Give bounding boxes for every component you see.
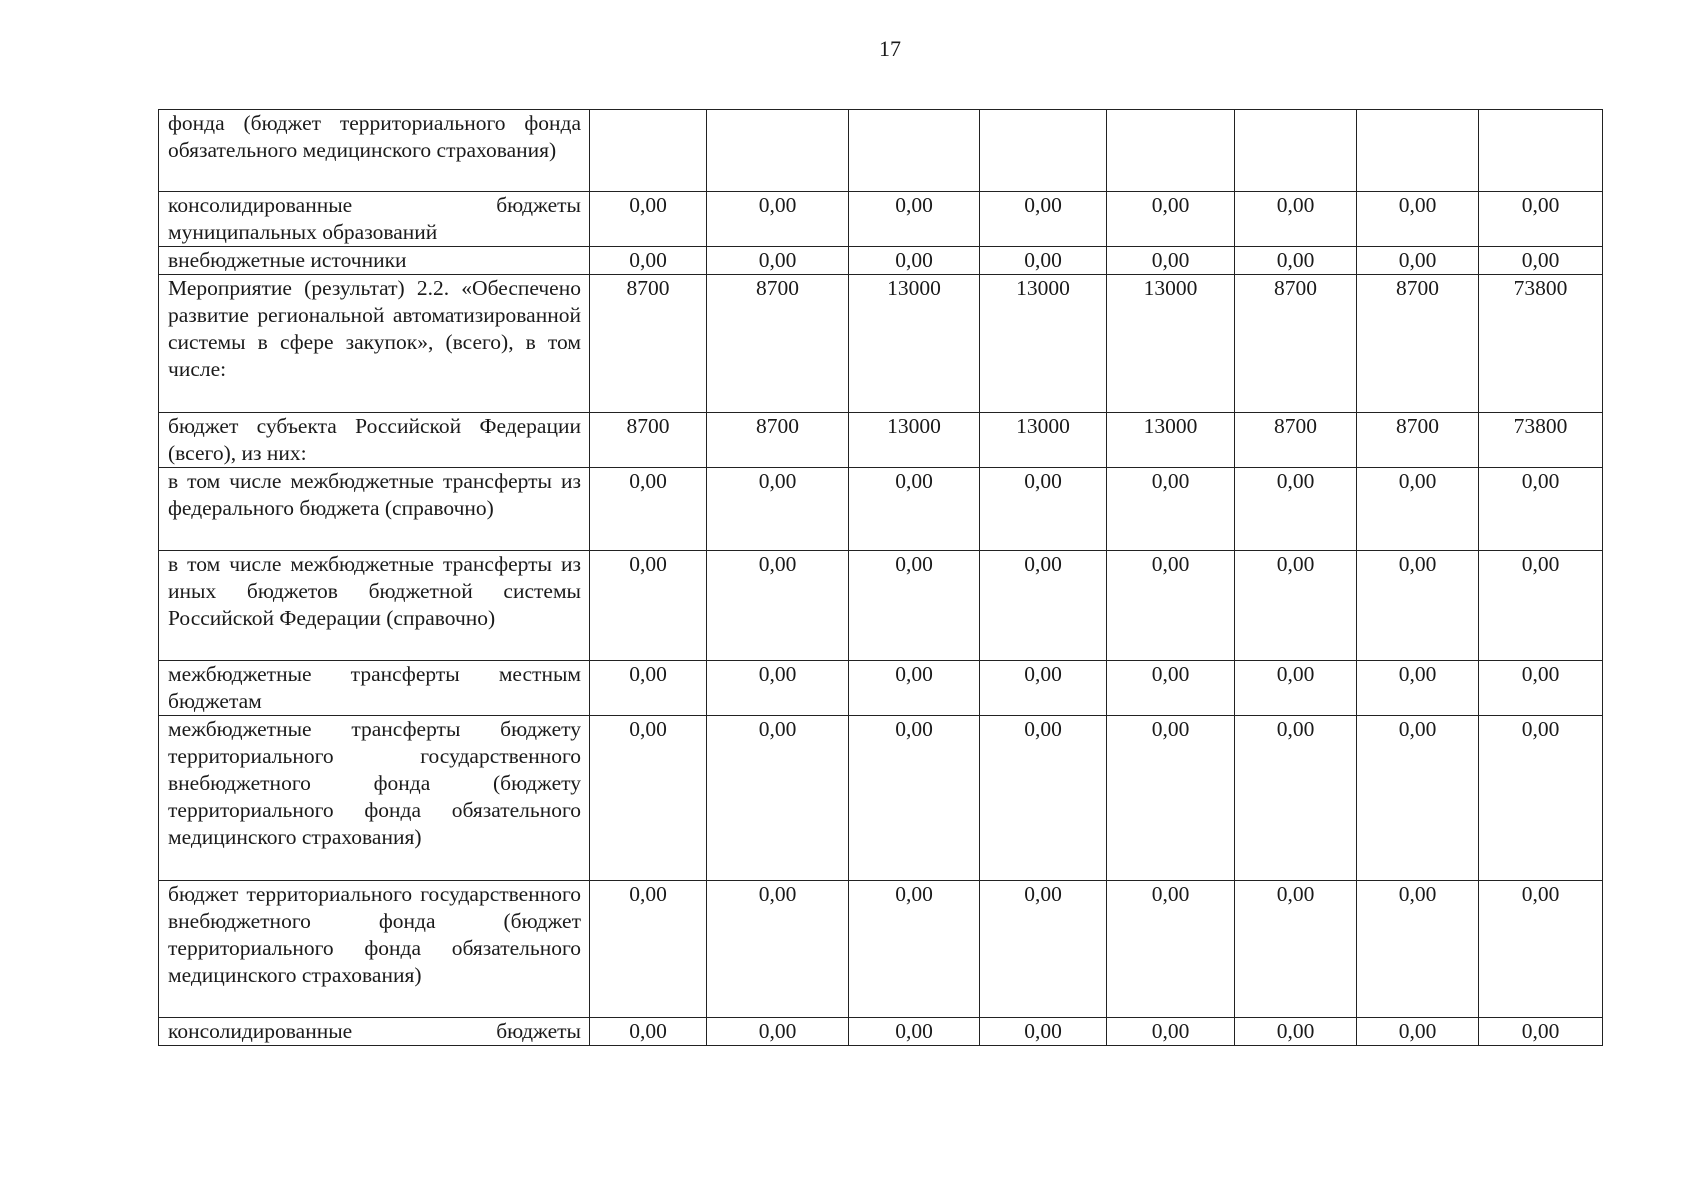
value-cell: 0,00 <box>1107 1018 1235 1046</box>
value-cell <box>707 110 849 192</box>
value-cell: 0,00 <box>707 661 849 716</box>
row-label: межбюджетные трансферты местным бюджетам <box>159 661 590 716</box>
value-cell <box>1357 110 1479 192</box>
row-label: фонда (бюджет территориального фонда обязательного медицинского страхования) <box>159 110 590 192</box>
value-cell: 0,00 <box>980 716 1107 881</box>
table-row <box>159 192 1603 247</box>
value-cell: 0,00 <box>1357 716 1479 881</box>
value-cell: 0,00 <box>1479 468 1603 551</box>
value-cell: 0,00 <box>590 1018 707 1046</box>
value-cell <box>590 110 707 192</box>
row-label: консолидированные бюджеты <box>159 1018 590 1046</box>
table-row <box>159 881 1603 1018</box>
table-row <box>159 413 1603 468</box>
value-cell: 13000 <box>1107 275 1235 413</box>
table-row <box>159 468 1603 551</box>
value-cell: 13000 <box>1107 413 1235 468</box>
value-cell: 8700 <box>590 275 707 413</box>
value-cell: 0,00 <box>1107 468 1235 551</box>
value-cell: 0,00 <box>849 468 980 551</box>
row-label: бюджет субъекта Российской Федерации (всего), из них: <box>159 413 590 468</box>
value-cell: 0,00 <box>590 881 707 1018</box>
value-cell: 0,00 <box>590 192 707 247</box>
row-label: в том числе межбюджетные трансферты из федерального бюджета (справочно) <box>159 468 590 551</box>
budget-table <box>158 109 1603 1046</box>
row-label: межбюджетные трансферты бюджету территориального государственного внебюджетного фонда (бюджету территориального фонда обязательного медицинского страхования) <box>159 716 590 881</box>
value-cell: 0,00 <box>1235 468 1357 551</box>
table-row <box>159 661 1603 716</box>
value-cell: 0,00 <box>1357 192 1479 247</box>
row-label: консолидированные бюджеты муниципальных образований <box>159 192 590 247</box>
value-cell: 0,00 <box>1479 192 1603 247</box>
value-cell: 0,00 <box>707 551 849 661</box>
value-cell: 73800 <box>1479 275 1603 413</box>
value-cell: 13000 <box>849 413 980 468</box>
value-cell: 0,00 <box>1479 661 1603 716</box>
value-cell: 73800 <box>1479 413 1603 468</box>
value-cell: 0,00 <box>849 881 980 1018</box>
value-cell <box>980 110 1107 192</box>
value-cell: 0,00 <box>1357 881 1479 1018</box>
value-cell: 0,00 <box>590 716 707 881</box>
value-cell <box>1235 110 1357 192</box>
value-cell: 0,00 <box>1107 881 1235 1018</box>
value-cell: 13000 <box>980 413 1107 468</box>
value-cell: 0,00 <box>1357 551 1479 661</box>
value-cell <box>849 110 980 192</box>
value-cell: 0,00 <box>1235 247 1357 275</box>
value-cell: 8700 <box>707 413 849 468</box>
value-cell: 0,00 <box>1479 551 1603 661</box>
value-cell: 8700 <box>1235 275 1357 413</box>
value-cell <box>1107 110 1235 192</box>
value-cell: 0,00 <box>1235 881 1357 1018</box>
value-cell: 0,00 <box>590 551 707 661</box>
value-cell: 0,00 <box>1235 551 1357 661</box>
value-cell <box>1479 110 1603 192</box>
value-cell: 0,00 <box>1357 661 1479 716</box>
value-cell: 0,00 <box>707 247 849 275</box>
value-cell: 0,00 <box>1107 661 1235 716</box>
table-row <box>159 275 1603 413</box>
value-cell: 0,00 <box>849 661 980 716</box>
value-cell: 0,00 <box>849 716 980 881</box>
table-row <box>159 1018 1603 1046</box>
value-cell: 0,00 <box>849 192 980 247</box>
row-label: Мероприятие (результат) 2.2. «Обеспечено развитие региональной автоматизированной системы в сфере закупок», (всего), в том числе: <box>159 275 590 413</box>
value-cell: 0,00 <box>1357 1018 1479 1046</box>
table-row <box>159 716 1603 881</box>
value-cell: 0,00 <box>980 1018 1107 1046</box>
value-cell: 0,00 <box>707 468 849 551</box>
value-cell: 0,00 <box>980 551 1107 661</box>
table-row <box>159 110 1603 192</box>
row-label: бюджет территориального государственного внебюджетного фонда (бюджет территориального фонда обязательного медицинского страхования) <box>159 881 590 1018</box>
page-number: 17 <box>879 36 901 61</box>
value-cell: 0,00 <box>849 247 980 275</box>
value-cell: 0,00 <box>980 661 1107 716</box>
value-cell: 0,00 <box>980 881 1107 1018</box>
value-cell: 0,00 <box>980 468 1107 551</box>
value-cell: 13000 <box>849 275 980 413</box>
table-row <box>159 551 1603 661</box>
value-cell: 0,00 <box>1235 192 1357 247</box>
value-cell: 0,00 <box>849 551 980 661</box>
value-cell: 0,00 <box>1479 716 1603 881</box>
value-cell: 0,00 <box>1479 1018 1603 1046</box>
value-cell: 0,00 <box>1479 881 1603 1018</box>
value-cell: 13000 <box>980 275 1107 413</box>
value-cell: 0,00 <box>1235 716 1357 881</box>
value-cell: 0,00 <box>980 192 1107 247</box>
value-cell: 8700 <box>590 413 707 468</box>
value-cell: 0,00 <box>707 881 849 1018</box>
value-cell: 0,00 <box>1107 551 1235 661</box>
value-cell: 0,00 <box>849 1018 980 1046</box>
value-cell: 0,00 <box>590 468 707 551</box>
value-cell: 0,00 <box>1107 192 1235 247</box>
value-cell: 8700 <box>1357 275 1479 413</box>
value-cell: 0,00 <box>1479 247 1603 275</box>
value-cell: 0,00 <box>1357 247 1479 275</box>
value-cell: 8700 <box>1357 413 1479 468</box>
value-cell: 0,00 <box>590 661 707 716</box>
row-label: в том числе межбюджетные трансферты из иных бюджетов бюджетной системы Российской Федерации (справочно) <box>159 551 590 661</box>
value-cell: 0,00 <box>1235 661 1357 716</box>
value-cell: 0,00 <box>980 247 1107 275</box>
value-cell: 0,00 <box>1107 716 1235 881</box>
value-cell: 8700 <box>1235 413 1357 468</box>
value-cell: 0,00 <box>707 716 849 881</box>
value-cell: 0,00 <box>1235 1018 1357 1046</box>
value-cell: 0,00 <box>707 1018 849 1046</box>
value-cell: 0,00 <box>1107 247 1235 275</box>
table-row <box>159 247 1603 275</box>
value-cell: 0,00 <box>707 192 849 247</box>
row-label: внебюджетные источники <box>159 247 590 275</box>
value-cell: 8700 <box>707 275 849 413</box>
value-cell: 0,00 <box>1357 468 1479 551</box>
value-cell: 0,00 <box>590 247 707 275</box>
